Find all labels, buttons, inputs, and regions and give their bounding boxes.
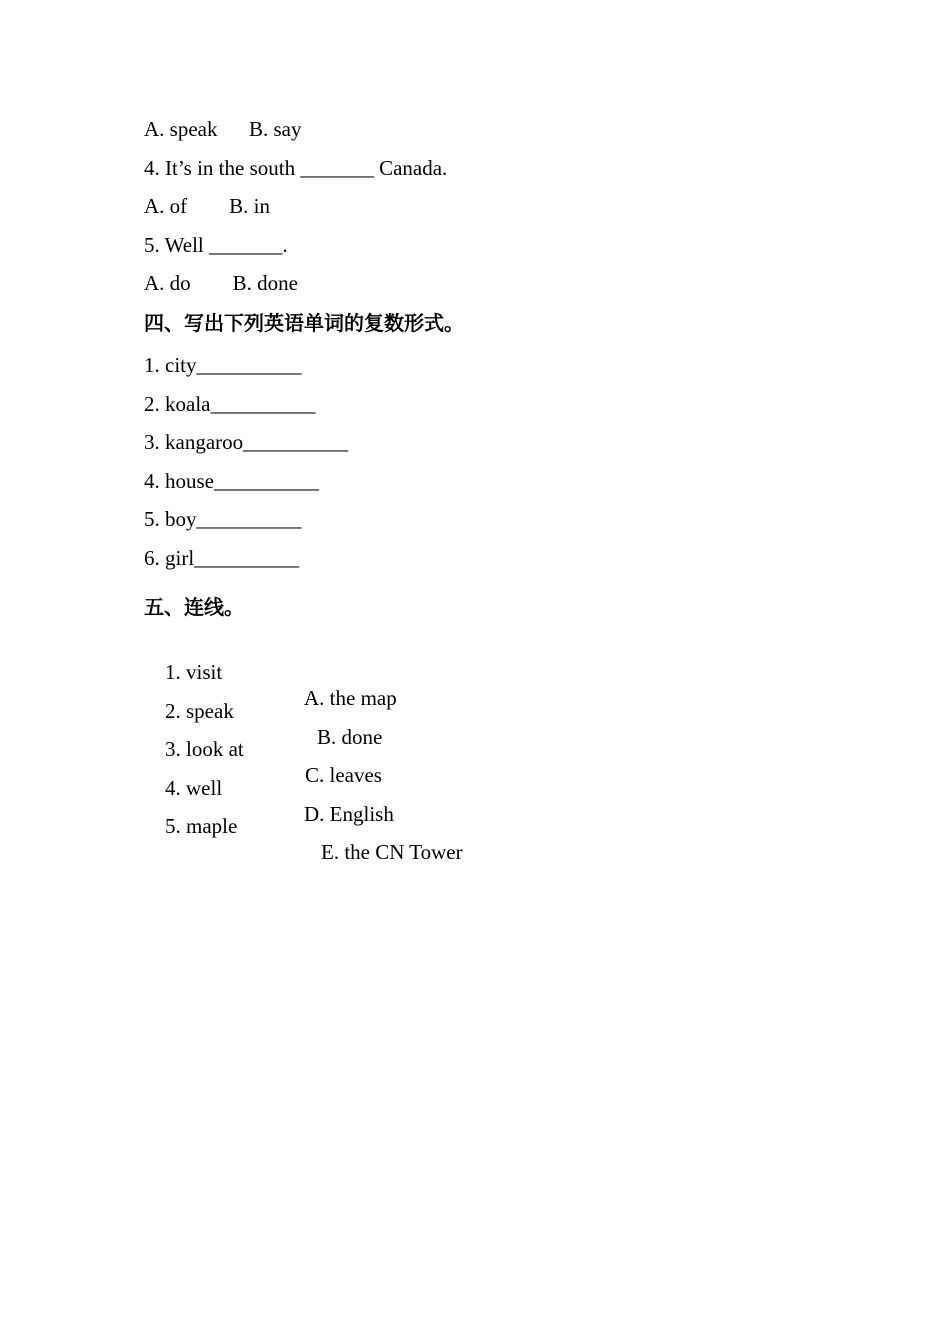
q4-options: A. of B. in [144, 194, 270, 218]
plural-item: 6. girl__________ [144, 546, 300, 570]
section4-heading: 四、写出下列英语单词的复数形式。 [144, 311, 464, 335]
match-right-item: E. the CN Tower [321, 840, 463, 864]
match-left-item: 5. maple [165, 814, 238, 838]
match-left-item: 3. look at [165, 737, 244, 761]
plural-item: 3. kangaroo__________ [144, 430, 349, 454]
plural-item: 2. koala__________ [144, 392, 316, 416]
q3-options: A. speak B. say [144, 117, 302, 141]
q5-question: 5. Well _______. [144, 233, 288, 257]
q5-options: A. do B. done [144, 271, 298, 295]
match-right-item: C. leaves [305, 763, 382, 787]
match-right-item: B. done [317, 725, 383, 749]
section5-heading: 五、连线。 [144, 595, 244, 619]
q4-question: 4. It’s in the south _______ Canada. [144, 156, 448, 180]
plural-item: 1. city__________ [144, 353, 302, 377]
match-right-item: D. English [304, 802, 394, 826]
match-left-item: 1. visit [165, 660, 223, 684]
match-right-item: A. the map [304, 686, 397, 710]
plural-item: 4. house__________ [144, 469, 319, 493]
match-left-item: 2. speak [165, 699, 234, 723]
match-left-item: 4. well [165, 776, 223, 800]
plural-item: 5. boy__________ [144, 507, 302, 531]
